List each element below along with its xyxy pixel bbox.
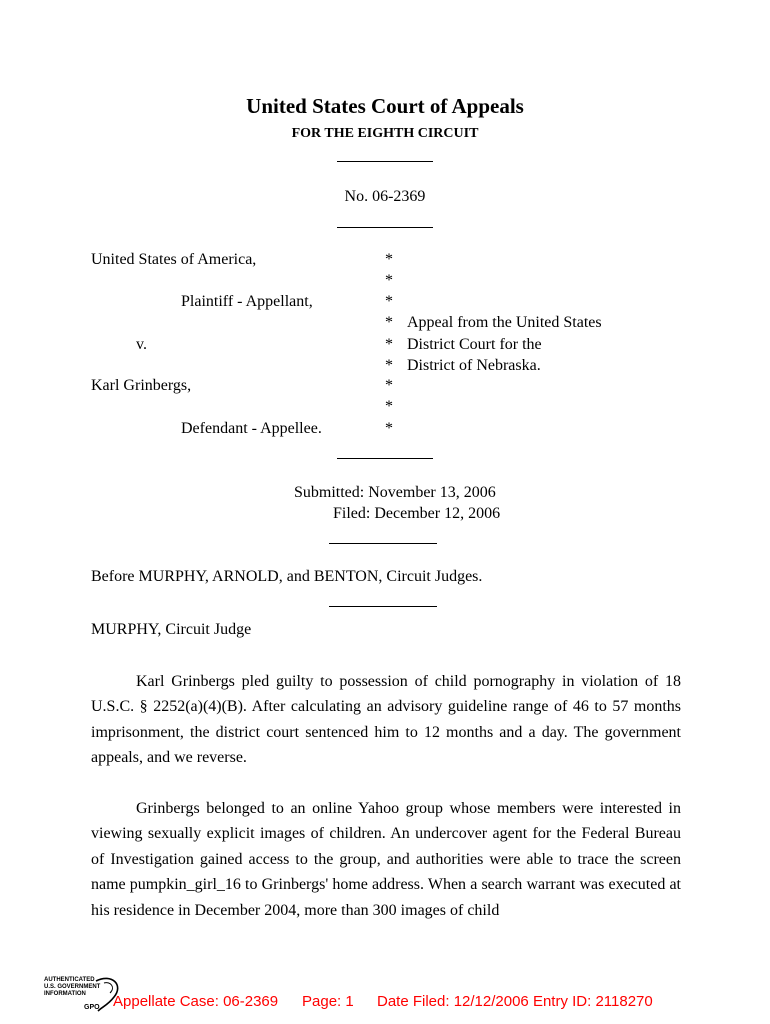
appeal-line: District Court for the <box>407 336 542 353</box>
caption-star: * <box>385 293 393 310</box>
court-title: United States Court of Appeals <box>246 94 524 118</box>
submitted-date: Submitted: November 13, 2006 <box>294 484 496 501</box>
case-number: No. 06-2369 <box>344 188 426 205</box>
caption-star: * <box>385 272 393 289</box>
opinion-paragraph: Karl Grinbergs pled guilty to possession of child pornography in violation of 18 U.S.C. § 2252(a)(4)(B). After calculating an advisory guideline range of 46 to 57 months imprisonment, the district court sentenced him to 12 months and a day. The government appeals, and we reverse. <box>91 673 681 767</box>
footer-page: Page: 1 <box>302 993 354 1010</box>
caption-star: * <box>385 420 393 437</box>
footer-case: Appellate Case: 06-2369 <box>113 993 279 1010</box>
divider <box>329 606 437 607</box>
panel-judges: Before MURPHY, ARNOLD, and BENTON, Circuit Judges. <box>91 568 483 585</box>
circuit-name: FOR THE EIGHTH CIRCUIT <box>291 126 479 141</box>
gpo-authenticated-logo: AUTHENTICATED U.S. GOVERNMENT INFORMATION GPO <box>44 975 124 1015</box>
plaintiff-name: United States of America, <box>91 251 257 268</box>
caption-star: * <box>385 251 393 268</box>
divider <box>337 161 433 162</box>
plaintiff-role: Plaintiff - Appellant, <box>181 293 313 310</box>
versus: v. <box>136 336 147 353</box>
caption-star: * <box>385 398 393 415</box>
defendant-role: Defendant - Appellee. <box>181 420 322 437</box>
defendant-name: Karl Grinbergs, <box>91 377 192 394</box>
appeal-line: Appeal from the United States <box>407 314 602 331</box>
divider <box>337 227 433 228</box>
appeal-line: District of Nebraska. <box>407 357 541 374</box>
divider <box>337 458 433 459</box>
caption-star: * <box>385 314 393 331</box>
filed-date: Filed: December 12, 2006 <box>333 505 501 522</box>
caption-star: * <box>385 377 393 394</box>
opinion-paragraph: Grinbergs belonged to an online Yahoo group whose members were interested in viewing sexually explicit images of children. An undercover agent for the Federal Bureau of Investigation gained access to the group, and authorities were able to trace the screen name pumpkin_girl_16 to Grinbergs' home address. When a search warrant was executed at his residence in December 2004, more than 300 images of child <box>91 800 681 919</box>
caption-star: * <box>385 336 393 353</box>
footer-filed: Date Filed: 12/12/2006 Entry ID: 2118270 <box>377 993 653 1010</box>
divider <box>329 543 437 544</box>
caption-star: * <box>385 357 393 374</box>
opinion-author: MURPHY, Circuit Judge <box>91 621 252 638</box>
